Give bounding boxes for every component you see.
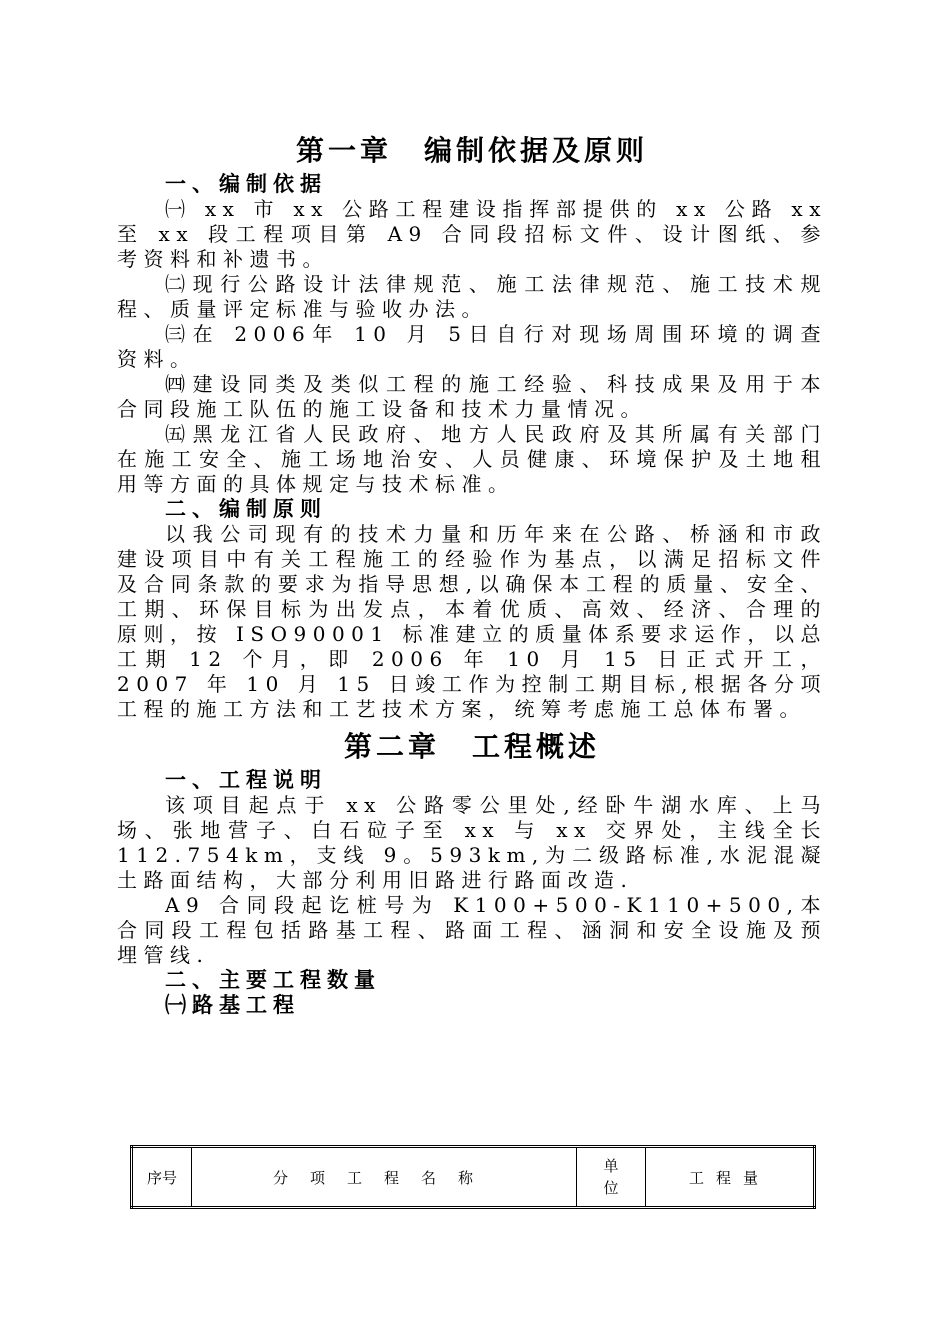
principle-paragraph: 以我公司现有的技术力量和历年来在公路、桥涵和市政建设项目中有关工程施工的经验作为基点，以满足招标文件及合同条款的要求为指导思想,以确保本工程的质量、安全、工期、环保目标为出发点，本着优质、高效、经济、合理的原则，按 ISO90001 标准建立的质量体系要求运作，以总工期 12 个月，即 2006 年 10 月 15 日正式开工，2007 年 10 月 15 日竣工作为控制工期目标,根据各分项工程的施工方法和工艺技术方案，统筹考虑施工总体布署。 xyxy=(117,522,827,721)
document-body xyxy=(117,130,827,1018)
header-unit xyxy=(577,1147,646,1208)
basis-item-3: ㈢在 2006年 10 月 5日自行对现场周围环境的调查资料。 xyxy=(117,322,827,371)
contract-scope: A9 合同段起讫桩号为 K100+500-K110+500,本合同段工程包括路基工程、路面工程、涵洞和安全设施及预埋管线. xyxy=(117,893,827,967)
quantities-table-wrapper xyxy=(130,1145,816,1209)
subgrade-heading: ㈠路基工程 xyxy=(165,993,300,1017)
section-description-heading: 一、工程说明 xyxy=(165,768,327,792)
basis-item-5: ㈤黑龙江省人民政府、地方人民政府及其所属有关部门在施工安全、施工场地治安、人员健康、环境保护及土地租用等方面的具体规定与技术标准。 xyxy=(117,422,827,496)
basis-item-1: ㈠ xx 市 xx 公路工程建设指挥部提供的 xx 公路 xx 至 xx 段工程项目第 A9 合同段招标文件、设计图纸、参考资料和补遗书。 xyxy=(117,197,827,271)
chapter-2-title: 第二章 工程概述 xyxy=(343,730,600,763)
chapter-1-title: 第一章 编制依据及原则 xyxy=(295,134,648,167)
header-item-name: 分项工程名称 xyxy=(192,1147,577,1208)
section-principle-heading: 二、编制原则 xyxy=(165,497,327,521)
header-index: 序号 xyxy=(132,1147,192,1208)
section-quantities-heading: 二、主要工程数量 xyxy=(165,968,381,992)
basis-item-2: ㈡现行公路设计法律规范、施工法律规范、施工技术规程、质量评定标准与验收办法。 xyxy=(117,272,827,321)
project-description: 该项目起点于 xx 公路零公里处,经卧牛湖水库、上马场、张地营子、白石砬子至 xx 与 xx 交界处，主线全长 112.754km，支线 9。593km,为二级路标准,水泥混凝土路面结构，大部分利用旧路进行路面改造. xyxy=(117,793,827,892)
basis-item-4: ㈣建设同类及类似工程的施工经验、科技成果及用于本合同段施工队伍的施工设备和技术力量情况。 xyxy=(117,372,827,421)
header-quantity: 工程量 xyxy=(646,1147,815,1208)
quantities-table xyxy=(130,1145,816,1209)
table-header-row xyxy=(132,1147,815,1208)
header-unit-label: 单位 xyxy=(603,1157,619,1197)
section-basis-heading: 一、编制依据 xyxy=(165,172,327,196)
